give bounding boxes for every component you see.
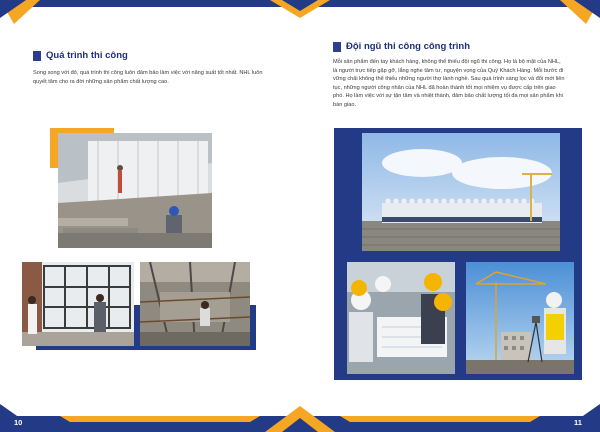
top-decorative-band [0,0,600,30]
photo-construction-team [362,133,560,251]
bottom-decorative-band [0,400,600,432]
heading-marker-icon [33,51,41,61]
photo-engineers-blueprint [347,262,455,374]
photo-factory-interior [58,133,212,248]
page-number-right: 11 [574,418,582,427]
right-page-heading [333,41,470,52]
page-number-left: 10 [14,418,23,427]
left-heading-text: Quá trình thi công [46,50,128,61]
right-heading-text: Đội ngũ thi công công trình [346,41,471,52]
photo-surveyor-crane [466,262,574,374]
left-page-paragraph: Song song với đó, quá trình thi công luôn đảm bảo làm việc với năng suất tốt nhất. NHL luôn quyết tâm cho ra đời những sản phẩm chất lượng cao. [33,70,263,85]
photo-window-installation [22,262,134,346]
left-page-heading [33,50,128,61]
photo-concrete-work [140,262,250,346]
heading-marker-icon [333,42,341,52]
right-page-paragraph: Mỗi sản phẩm đến tay khách hàng, không thể thiếu đội ngũ thi công. Họ là bộ mặt của NHL, là người trực tiếp gặp gỡ, lắng nghe tâm tư, nguyện vọng của Quý Khách Hàng. Mỗi bước đi vững chãi không thể thiếu những người thợ lành nghề. Sau quá trình sàng lọc và đổi mới liên tục, những người công nhân của NHL đã hoàn thành tốt mọi nhiệm vụ được cấp trên giao phó. Họ làm việc với sự tận tâm và nhiệt thành, đảm bảo chất lượng tối đa mọi sản phẩm khi bàn giao. [333,59,565,108]
